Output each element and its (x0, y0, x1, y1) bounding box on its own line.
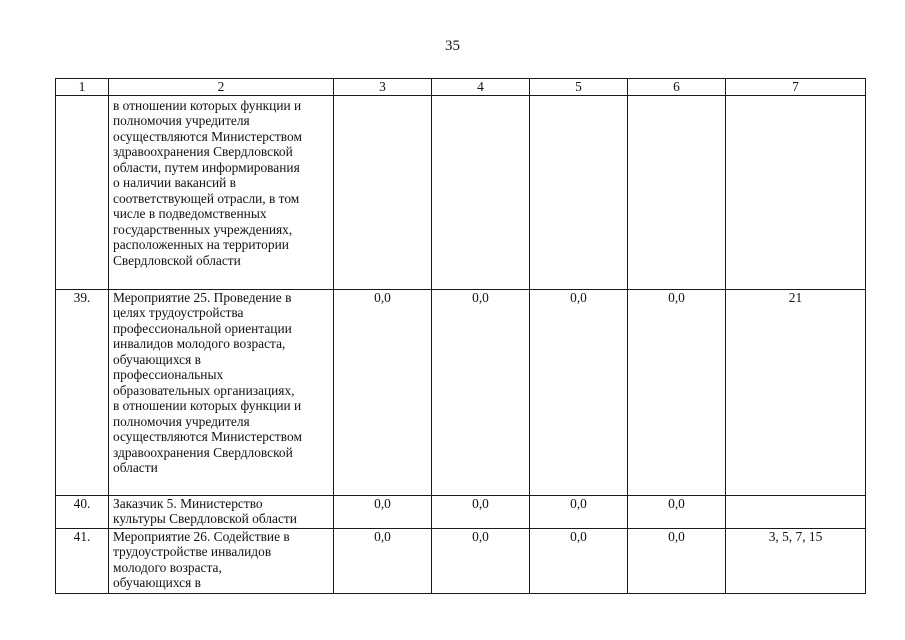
row-description (109, 289, 334, 495)
header-cell: 4 (432, 79, 530, 96)
table-row (56, 495, 866, 528)
header-cell: 5 (530, 79, 628, 96)
value-col-7: 21 (726, 289, 866, 495)
row-number: 39. (56, 289, 109, 495)
header-cell: 1 (56, 79, 109, 96)
value-col-4: 0,0 (432, 289, 530, 495)
value-col-5: 0,0 (530, 528, 628, 593)
value-col-5 (530, 95, 628, 289)
row-description-text: Заказчик 5. Министерство культуры Свердловской области (113, 495, 297, 526)
value-col-7: 3, 5, 7, 15 (726, 528, 866, 593)
table-row (56, 289, 866, 495)
value-col-6: 0,0 (628, 495, 726, 528)
value-col-6: 0,0 (628, 528, 726, 593)
page-number: 35 (445, 38, 460, 54)
row-description (109, 95, 334, 289)
table-row (56, 528, 866, 593)
value-col-7 (726, 95, 866, 289)
row-description-text: Мероприятие 25. Проведение в целях трудоустройства профессиональной ориентации инвалидов молодого возраста, обучающихся в профессиональных образовательных организациях, в отношении которых функции и полномочия учредителя осуществляются Министерством здравоохранения Свердловской области (113, 289, 302, 475)
header-cell: 3 (334, 79, 432, 96)
row-description (109, 495, 334, 528)
row-description (109, 528, 334, 593)
program-table (55, 78, 866, 594)
value-col-6 (628, 95, 726, 289)
table-row (56, 95, 866, 289)
header-cell: 7 (726, 79, 866, 96)
value-col-5: 0,0 (530, 289, 628, 495)
table-header-row (56, 79, 866, 96)
value-col-4: 0,0 (432, 495, 530, 528)
value-col-5: 0,0 (530, 495, 628, 528)
row-number (56, 95, 109, 289)
header-cell: 6 (628, 79, 726, 96)
value-col-3: 0,0 (334, 495, 432, 528)
row-number: 41. (56, 528, 109, 593)
row-description-text: в отношении которых функции и полномочия учредителя осуществляются Министерством здравоохранения Свердловской области, путем информирования о наличии вакансий в соответствующей отрасли, в том числе в подведомственных государственных учреждениях, расположенных на территории Свердловской области (113, 97, 302, 268)
value-col-4 (432, 95, 530, 289)
row-description-text: Мероприятие 26. Содействие в трудоустройстве инвалидов молодого возраста, обучающихся в (113, 528, 290, 590)
value-col-3 (334, 95, 432, 289)
value-col-4: 0,0 (432, 528, 530, 593)
row-number: 40. (56, 495, 109, 528)
value-col-3: 0,0 (334, 528, 432, 593)
value-col-3: 0,0 (334, 289, 432, 495)
value-col-6: 0,0 (628, 289, 726, 495)
header-cell: 2 (109, 79, 334, 96)
value-col-7 (726, 495, 866, 528)
